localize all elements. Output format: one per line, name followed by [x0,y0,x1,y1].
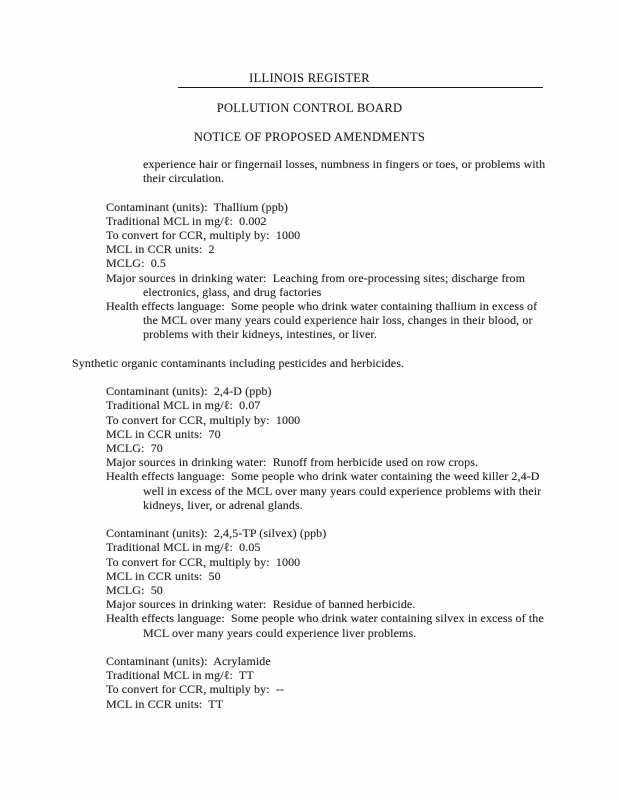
text-line: Major sources in drinking water: Residue of banned herbicide. [106,597,416,612]
text-line: Contaminant (units): 2,4,5-TP (silvex) (ppb) [106,526,327,541]
text-line: Major sources in drinking water: Runoff from herbicide used on row crops. [106,455,479,470]
text-line: To convert for CCR, multiply by: 1000 [106,228,301,242]
text-line: Contaminant (units): Thallium (ppb) [106,199,289,214]
text-line: well in excess of the MCL over many years could experience problems with their [143,483,542,498]
text-line: electronics, glass, and drug factories [143,284,322,299]
register-title: ILLINOIS REGISTER [249,71,370,85]
text-line: Traditional MCL in mg/ℓ: 0.07 [106,398,261,413]
text-line: Health effects language: Some people who drink water containing thallium in excess of [106,299,538,314]
section-heading-synthetic-organic [72,356,592,370]
text-line: MCL in CCR units: 2 [106,242,215,257]
text-line: MCL in CCR units: 70 [106,426,221,441]
text-line: MCLG: 0.5 [106,256,167,271]
text-line: MCL over many years could experience liver problems. [143,625,417,640]
text-line: Synthetic organic contaminants including pesticides and herbicides. [72,355,405,370]
text-line: To convert for CCR, multiply by: 1000 [106,412,301,427]
header-rule [178,87,543,88]
contaminant-24d [72,384,592,512]
text-line: Contaminant (units): Acrylamide [106,654,271,669]
contaminant-245tp-silvex [72,526,592,640]
health-effects-continuation [72,157,592,185]
text-line: the MCL over many years could experience hair loss, changes in their blood, or [143,313,533,328]
text-line: kidneys, liver, or adrenal glands. [143,497,303,512]
text-line: Traditional MCL in mg/ℓ: 0.05 [106,540,261,555]
text-line: MCLG: 50 [106,583,163,598]
text-line: Health effects language: Some people who drink water containing the weed killer 2,4-D [106,469,540,484]
text-line: MCL in CCR units: 50 [106,568,221,583]
notice-title: NOTICE OF PROPOSED AMENDMENTS [193,130,426,144]
contaminant-acrylamide [72,654,592,711]
text-line: Traditional MCL in mg/ℓ: 0.002 [106,213,267,228]
text-line: Contaminant (units): 2,4-D (ppb) [106,384,272,399]
text-line: MCL in CCR units: TT [106,696,224,711]
text-line: To convert for CCR, multiply by: -- [106,682,285,697]
text-line: Traditional MCL in mg/ℓ: TT [106,668,254,683]
text-line: problems with their kidneys, intestines, or liver. [143,327,377,342]
text-line: experience hair or fingernail losses, numbness in fingers or toes, or problems with [143,157,546,171]
contaminant-thallium [72,200,592,342]
text-line: To convert for CCR, multiply by: 1000 [106,554,301,569]
board-title: POLLUTION CONTROL BOARD [216,101,403,115]
text-line: their circulation. [143,171,225,186]
text-line: Health effects language: Some people who drink water containing silvex in excess of the [106,611,544,626]
text-line: Major sources in drinking water: Leaching from ore-processing sites; discharge from [106,270,526,285]
document-body [72,157,592,725]
text-line: MCLG: 70 [106,441,163,456]
